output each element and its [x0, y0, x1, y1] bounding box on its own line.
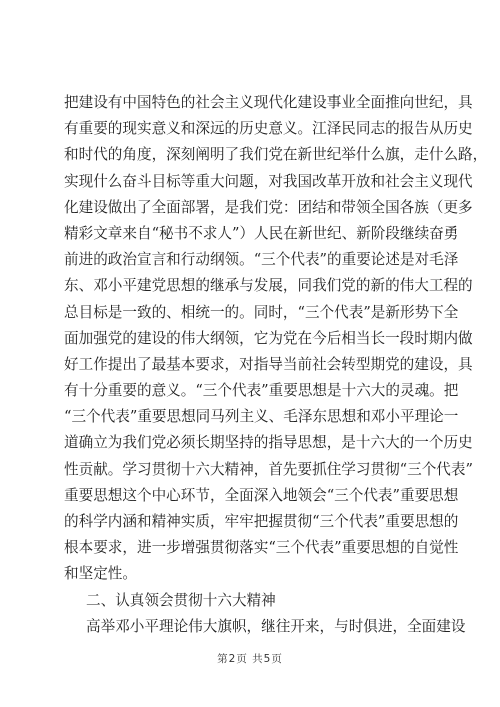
paragraph-line: 总目标是一致的、相统一的。同时，“三个代表”是新形势下全	[64, 303, 459, 321]
paragraph-line: 性贡献。学习贯彻十六大精神，首先要抓住学习贯彻“三个代表”	[64, 460, 473, 478]
paragraph-line: 前进的政治宣言和行动纲领。“三个代表”的重要论述是对毛泽	[64, 251, 459, 269]
paragraph-line: 有十分重要的意义。“三个代表”重要思想是十六大的灵魂。把	[64, 382, 459, 400]
paragraph-line: 根本要求，进一步增强贯彻落实“三个代表”重要思想的自觉性	[64, 539, 459, 557]
page-number: 第2页 共5页	[217, 653, 283, 665]
paragraph-line: 高举邓小平理论伟大旗帜，继往开来，与时俱进，全面建设	[86, 617, 466, 635]
paragraph-line: 好工作提出了最基本要求，对指导当前社会转型期党的建设，具	[64, 355, 473, 373]
paragraph-line: 东、邓小平建党思想的继承与发展，同我们党的新的伟大工程的	[64, 277, 473, 295]
paragraph-line: 面加强党的建设的伟大纲领，它为党在今后相当长一段时期内做	[64, 329, 473, 347]
paragraph-line: 的科学内涵和精神实质，牢牢把握贯彻“三个代表”重要思想的	[64, 513, 459, 530]
paragraph-line: 道确立为我们党必须长期坚持的指导思想，是十六大的一个历史	[64, 434, 473, 452]
paragraph-line: 化建设做出了全面部署，是我们党：团结和带领全国各族（更多	[64, 198, 473, 216]
paragraph-line: 和时代的角度，深刻阐明了我们党在新世纪举什么旗，走什么路，	[64, 146, 488, 164]
body-text	[64, 90, 488, 640]
paragraph-line: 精彩文章来自“秘书不求人”）人民在新世纪、新阶段继续奋勇	[64, 224, 459, 242]
paragraph-line: 有重要的现实意义和深远的历史意义。江泽民同志的报告从历史	[64, 120, 473, 138]
paragraph-line: 把建设有中国特色的社会主义现代化建设事业全面推向世纪，具	[64, 94, 473, 111]
paragraph-line: “三个代表”重要思想同马列主义、毛泽东思想和邓小平理论一	[64, 408, 459, 426]
paragraph-line: 实现什么奋斗目标等重大问题，对我国改革开放和社会主义现代	[64, 172, 473, 190]
paragraph-line: 和坚定性。	[64, 565, 137, 583]
paragraph-line: 重要思想这个中心环节，全面深入地领会“三个代表”重要思想	[64, 486, 459, 504]
section-heading: 二、认真领会贯彻十六大精神	[86, 591, 276, 609]
